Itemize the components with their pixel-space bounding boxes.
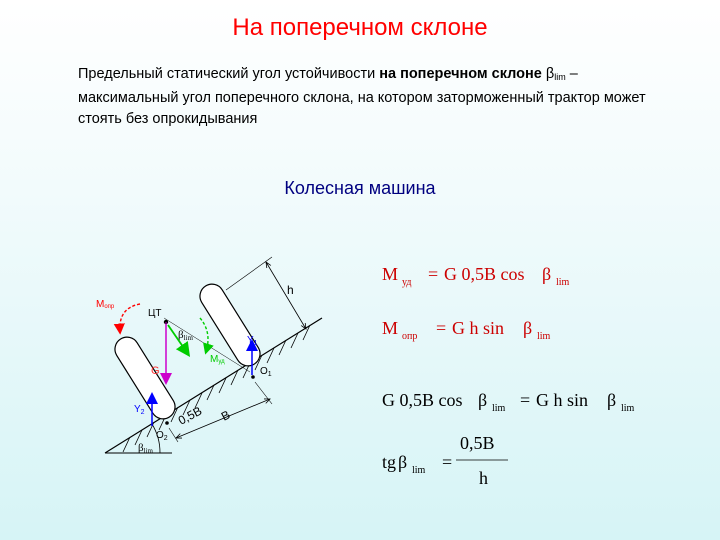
ct-angle-label: βlim [178, 329, 193, 342]
svg-text:tg: tg [382, 452, 397, 472]
svg-text:lim: lim [621, 403, 635, 414]
m-ud-label: Mуд [210, 354, 225, 365]
svg-text:β: β [478, 390, 488, 410]
svg-text:опр: опр [402, 331, 418, 342]
slope-angle-label: βlim [138, 442, 153, 455]
ct-label: ЦТ [148, 308, 162, 319]
definition-beta: β [545, 66, 555, 82]
svg-text:lim: lim [412, 465, 426, 476]
svg-text:G h sin: G h sin [536, 390, 589, 410]
o2-label: $O_2$ [156, 430, 168, 442]
subtitle: Колесная машина [284, 178, 436, 198]
svg-text:h: h [479, 468, 488, 488]
svg-text:lim: lim [556, 277, 570, 288]
svg-text:G 0,5B cos: G 0,5B cos [382, 390, 463, 410]
svg-text:=: = [428, 264, 439, 284]
definition-bold: на поперечном склоне [379, 66, 542, 82]
page-title: На поперечном склоне [232, 14, 488, 41]
g-label: G [151, 365, 160, 377]
b-label: B [218, 407, 233, 424]
svg-text:β: β [607, 390, 617, 410]
svg-text:G 0,5B cos: G 0,5B cos [444, 264, 525, 284]
formula-m-opr [382, 318, 551, 342]
definition-text-after: – максимальный угол поперечного склона, на котором заторможенный трактор может стоять без опрокидывания [78, 66, 646, 127]
svg-text:β: β [542, 264, 552, 284]
definition-beta-sub: lim [554, 72, 566, 82]
half-b-label: 0,5B [175, 403, 205, 428]
svg-text:уд: уд [402, 277, 412, 288]
definition-text-before: Предельный статический угол устойчивости [78, 66, 380, 82]
y2-label: $Y_2$ [134, 404, 145, 416]
svg-text:=: = [520, 390, 531, 410]
svg-text:0,5B: 0,5B [460, 433, 495, 453]
svg-text:lim: lim [492, 403, 506, 414]
svg-text:M: M [382, 264, 399, 284]
y1-label: $Y_1$ [247, 335, 258, 347]
svg-text:=: = [436, 318, 447, 338]
svg-text:G h sin: G h sin [452, 318, 505, 338]
o1-label: $O_1$ [260, 366, 272, 378]
formula-tg [382, 433, 508, 488]
m-opr-label: Mопр [96, 299, 115, 310]
svg-text:β: β [398, 452, 408, 472]
svg-text:=: = [442, 452, 453, 472]
svg-text:lim: lim [537, 331, 551, 342]
svg-text:β: β [523, 318, 533, 338]
h-label: h [287, 283, 294, 297]
svg-text:M: M [382, 318, 399, 338]
formula-m-ud [382, 264, 570, 288]
formula-equilibrium [382, 390, 635, 414]
